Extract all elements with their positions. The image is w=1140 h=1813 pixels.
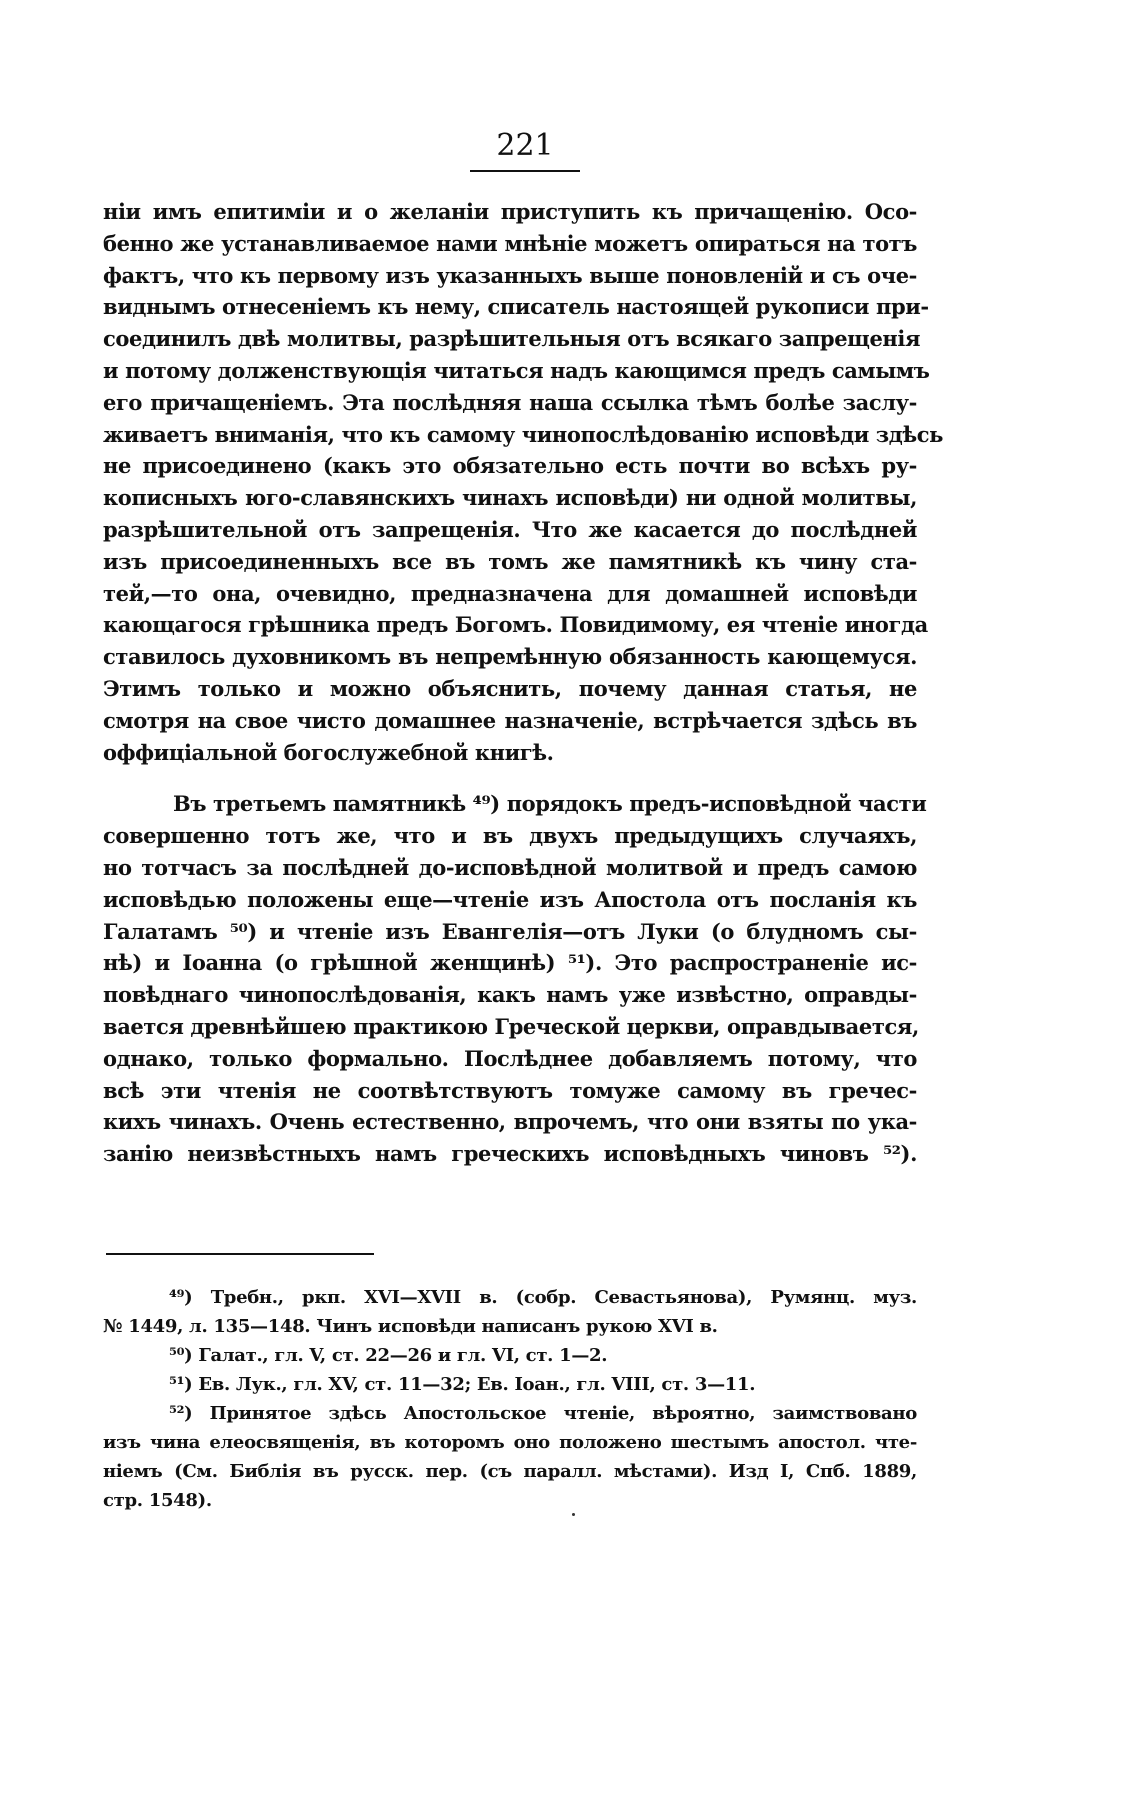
- text-line: исповѣдью положены еще—чтенiе изъ Апостола отъ посланiя къ: [103, 886, 917, 912]
- paragraph-2: [103, 788, 927, 1170]
- text-line: живаетъ вниманiя, что къ самому чинопослѣдованiю исповѣди здѣсь: [103, 421, 944, 447]
- text-line: кающагося грѣшника предъ Богомъ. Повидимому, ея чтенiе иногда: [103, 612, 928, 638]
- footnote-49: [103, 1283, 917, 1341]
- text-line: виднымъ отнесенiемъ къ нему, списатель настоящей рукописи при-: [103, 294, 929, 320]
- main-text: [103, 196, 944, 1170]
- text-line: не присоединено (какъ это обязательно есть почти во всѣхъ ру-: [103, 453, 917, 479]
- text-line: изъ присоединенныхъ все въ томъ же памятникѣ къ чину ста-: [103, 548, 917, 574]
- footnotes: [103, 1283, 917, 1515]
- footnote-line: нiемъ (См. Библiя въ русск. пер. (съ паралл. мѣстами). Изд I, Спб. 1889,: [103, 1461, 917, 1482]
- footnote-separator: [106, 1253, 374, 1255]
- text-line: бенно же устанавливаемое нами мнѣнiе можетъ опираться на тотъ: [103, 230, 917, 256]
- footnote-line: стр. 1548).: [103, 1490, 212, 1511]
- text-line: тей,—то она, очевидно, предназначена для домашней исповѣди: [103, 580, 917, 606]
- text-line: разрѣшительной отъ запрещенiя. Что же касается до послѣдней: [103, 516, 917, 542]
- text-line: нѣ) и Iоанна (о грѣшной женщинѣ) ⁵¹). Это распространенiе ис-: [103, 950, 917, 976]
- footnote-line: № 1449, л. 135—148. Чинъ исповѣди написанъ рукою XVI в.: [103, 1316, 718, 1337]
- text-line: занiю неизвѣстныхъ намъ греческихъ исповѣдныхъ чиновъ ⁵²).: [103, 1141, 917, 1167]
- page-number-rule: [470, 170, 580, 172]
- page-number: 221: [496, 128, 554, 163]
- footnote-line: ⁵⁰) Галат., гл. V, ст. 22—26 и гл. VI, ст. 1—2.: [169, 1345, 608, 1366]
- ink-speck: [572, 1513, 575, 1516]
- text-line: вается древнѣйшею практикою Греческой церкви, оправдывается,: [103, 1013, 919, 1039]
- text-line: его причащенiемъ. Эта послѣдняя наша ссылка тѣмъ болѣе заслу-: [103, 389, 917, 415]
- text-line: нiи имъ епитимiи и о желанiи приступить къ причащенiю. Осо-: [103, 199, 917, 224]
- text-line: и потому долженствующiя читаться надъ кающимся предъ самымъ: [103, 357, 930, 383]
- text-line: Галатамъ ⁵⁰) и чтенiе изъ Евангелiя—отъ Луки (о блудномъ сы-: [103, 918, 917, 944]
- footnote-51: [103, 1370, 917, 1399]
- footnote-50: [103, 1341, 917, 1370]
- text-line: всѣ эти чтенiя не соотвѣтствуютъ томуже самому въ гречес-: [103, 1077, 917, 1103]
- text-line: но тотчасъ за послѣдней до-исповѣдной молитвой и предъ самою: [103, 854, 917, 880]
- footnote-line: ⁵²) Принятое здѣсь Апостольское чтенiе, вѣроятно, заимствовано: [169, 1403, 917, 1424]
- text-line: Этимъ только и можно объяснить, почему данная статья, не: [103, 675, 917, 701]
- paragraph-1: [103, 196, 944, 768]
- text-line: кихъ чинахъ. Очень естественно, впрочемъ, что они взяты по ука-: [103, 1109, 917, 1135]
- text-line: смотря на свое чисто домашнее назначенiе, встрѣчается здѣсь въ: [103, 707, 917, 733]
- text-line: совершенно тотъ же, что и въ двухъ предыдущихъ случаяхъ,: [103, 823, 917, 849]
- text-line: фактъ, что къ первому изъ указанныхъ выше поновленiй и съ оче-: [103, 262, 917, 288]
- text-line: оффицiальной богослужебной книгѣ.: [103, 739, 554, 765]
- text-line: кописныхъ юго-славянскихъ чинахъ исповѣди) ни одной молитвы,: [103, 485, 917, 511]
- footnote-line: изъ чина елеосвященiя, въ которомъ оно положено шестымъ апостол. чте-: [103, 1432, 917, 1453]
- footnote-line: ⁴⁹) Требн., ркп. XVI—XVII в. (собр. Севастьянова), Румянц. муз.: [169, 1287, 917, 1308]
- text-line: повѣднаго чинопослѣдованiя, какъ намъ уже извѣстно, оправды-: [103, 982, 917, 1008]
- text-line: ставилось духовникомъ въ непремѣнную обязанность кающемуся.: [103, 644, 917, 670]
- footnote-52: [103, 1399, 917, 1515]
- text-line: однако, только формально. Послѣднее добавляемъ потому, что: [103, 1045, 917, 1071]
- footnote-line: ⁵¹) Ев. Лук., гл. XV, ст. 11—32; Ев. Iоан., гл. VIII, ст. 3—11.: [169, 1374, 756, 1395]
- text-line: соединилъ двѣ молитвы, разрѣшительныя отъ всякаго запрещенiя: [103, 326, 921, 352]
- paragraph-gap: [103, 768, 917, 788]
- text-line: Въ третьемъ памятникѣ ⁴⁹) порядокъ предъ-исповѣдной части: [173, 791, 927, 817]
